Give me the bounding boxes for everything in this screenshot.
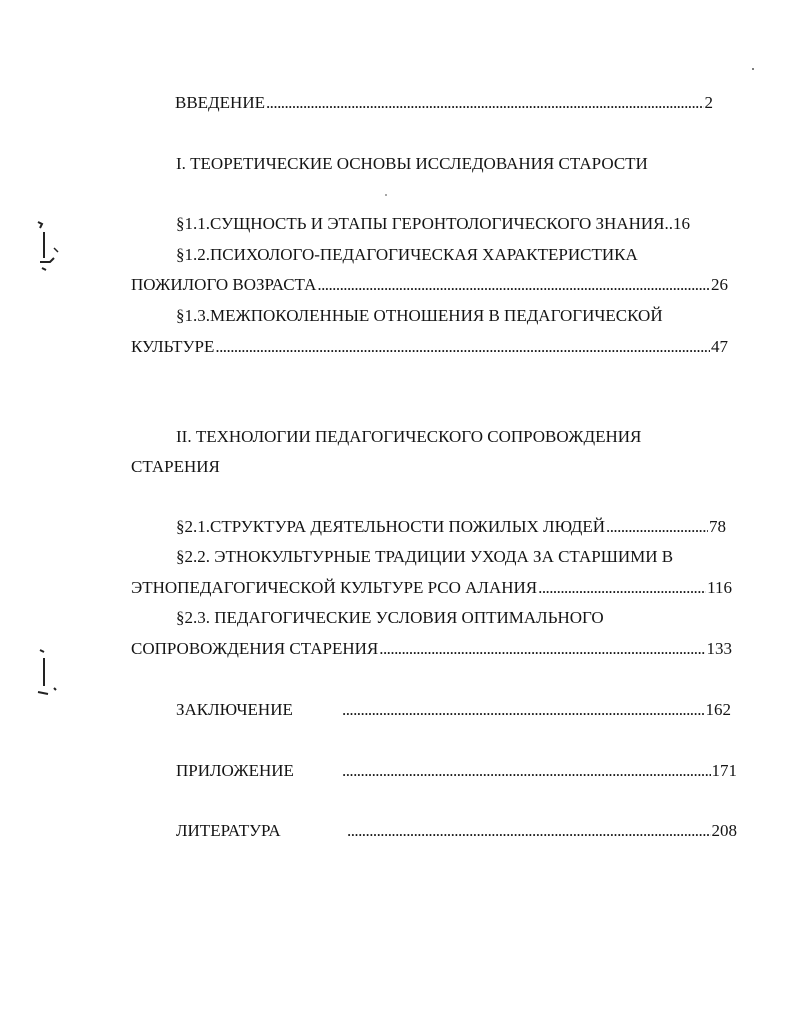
toc-entry-page: 208 [711,821,737,840]
toc-entry-page: 2 [704,93,713,112]
dot-leader [266,92,704,114]
toc-entry-appendix-label: ПРИЛОЖЕНИЕ [176,761,294,780]
toc-entry-s11 [176,213,690,235]
toc-entry-appendix-leader [341,760,737,782]
scan-artifact-mark [32,648,66,704]
chapter-2-title-line2: СТАРЕНИЯ [131,457,220,476]
dot-leader [379,638,705,660]
dot-leader [606,516,708,538]
toc-entry-label: ПОЖИЛОГО ВОЗРАСТА [131,275,317,294]
dot-leader [215,336,710,358]
toc-entry-s21 [176,516,726,538]
toc-entry-label: ЭТНОПЕДАГОГИЧЕСКОЙ КУЛЬТУРЕ РСО АЛАНИЯ [131,578,538,597]
toc-entry-page: 133 [706,639,732,658]
toc-entry-page: 162 [705,700,731,719]
chapter-1-title: I. ТЕОРЕТИЧЕСКИЕ ОСНОВЫ ИССЛЕДОВАНИЯ СТАРОСТИ [176,154,648,173]
toc-entry-literature-leader [346,820,737,842]
toc-entry-page: 116 [707,578,732,597]
toc-entry-page: 26 [711,275,728,294]
scan-artifact-dot [383,192,389,198]
toc-entry-s13-line2 [131,336,728,358]
chapter-2-title-line1: II. ТЕХНОЛОГИИ ПЕДАГОГИЧЕСКОГО СОПРОВОЖДЕНИЯ [176,427,642,446]
toc-entry-label: СОПРОВОЖДЕНИЯ СТАРЕНИЯ [131,639,379,658]
toc-entry-s23-line1: §2.3. ПЕДАГОГИЧЕСКИЕ УСЛОВИЯ ОПТИМАЛЬНОГО [176,608,604,627]
dot-leader [538,577,706,599]
toc-entry-page: 78 [709,517,726,536]
toc-entry-s22-line2 [131,577,732,599]
scan-artifact-dot [750,66,756,72]
toc-entry-s12-line1: §1.2.ПСИХОЛОГО-ПЕДАГОГИЧЕСКАЯ ХАРАКТЕРИСТИКА [176,245,638,264]
toc-entry-conclusion-label: ЗАКЛЮЧЕНИЕ [176,700,293,719]
toc-entry-label: КУЛЬТУРЕ [131,337,215,356]
toc-entry-literature-label: ЛИТЕРАТУРА [176,821,281,840]
toc-entry-label: §2.1.СТРУКТУРА ДЕЯТЕЛЬНОСТИ ПОЖИЛЫХ ЛЮДЕЙ [176,517,606,536]
toc-entry-s22-line1: §2.2. ЭТНОКУЛЬТУРНЫЕ ТРАДИЦИИ УХОДА ЗА СТАРШИМИ В [176,547,674,566]
toc-entry-label: §1.1.СУЩНОСТЬ И ЭТАПЫ ГЕРОНТОЛОГИЧЕСКОГО ЗНАНИЯ.. [176,214,674,233]
dot-leader [342,760,711,782]
toc-entry-page: 171 [711,761,737,780]
toc-entry-s13-line1: §1.3.МЕЖПОКОЛЕННЫЕ ОТНОШЕНИЯ В ПЕДАГОГИЧЕСКОЙ [176,306,663,325]
toc-entry-label: ВВЕДЕНИЕ [175,93,265,112]
toc-entry-conclusion-leader [341,699,731,721]
dot-leader [347,820,711,842]
scan-artifact-mark [32,218,66,280]
dot-leader [317,274,710,296]
toc-entry-intro [175,92,713,114]
toc-entry-s12-line2 [131,274,728,296]
toc-entry-s23-line2 [131,638,732,660]
dot-leader [342,699,705,721]
toc-entry-page: 47 [711,337,728,356]
toc-entry-page: 16 [673,214,691,233]
